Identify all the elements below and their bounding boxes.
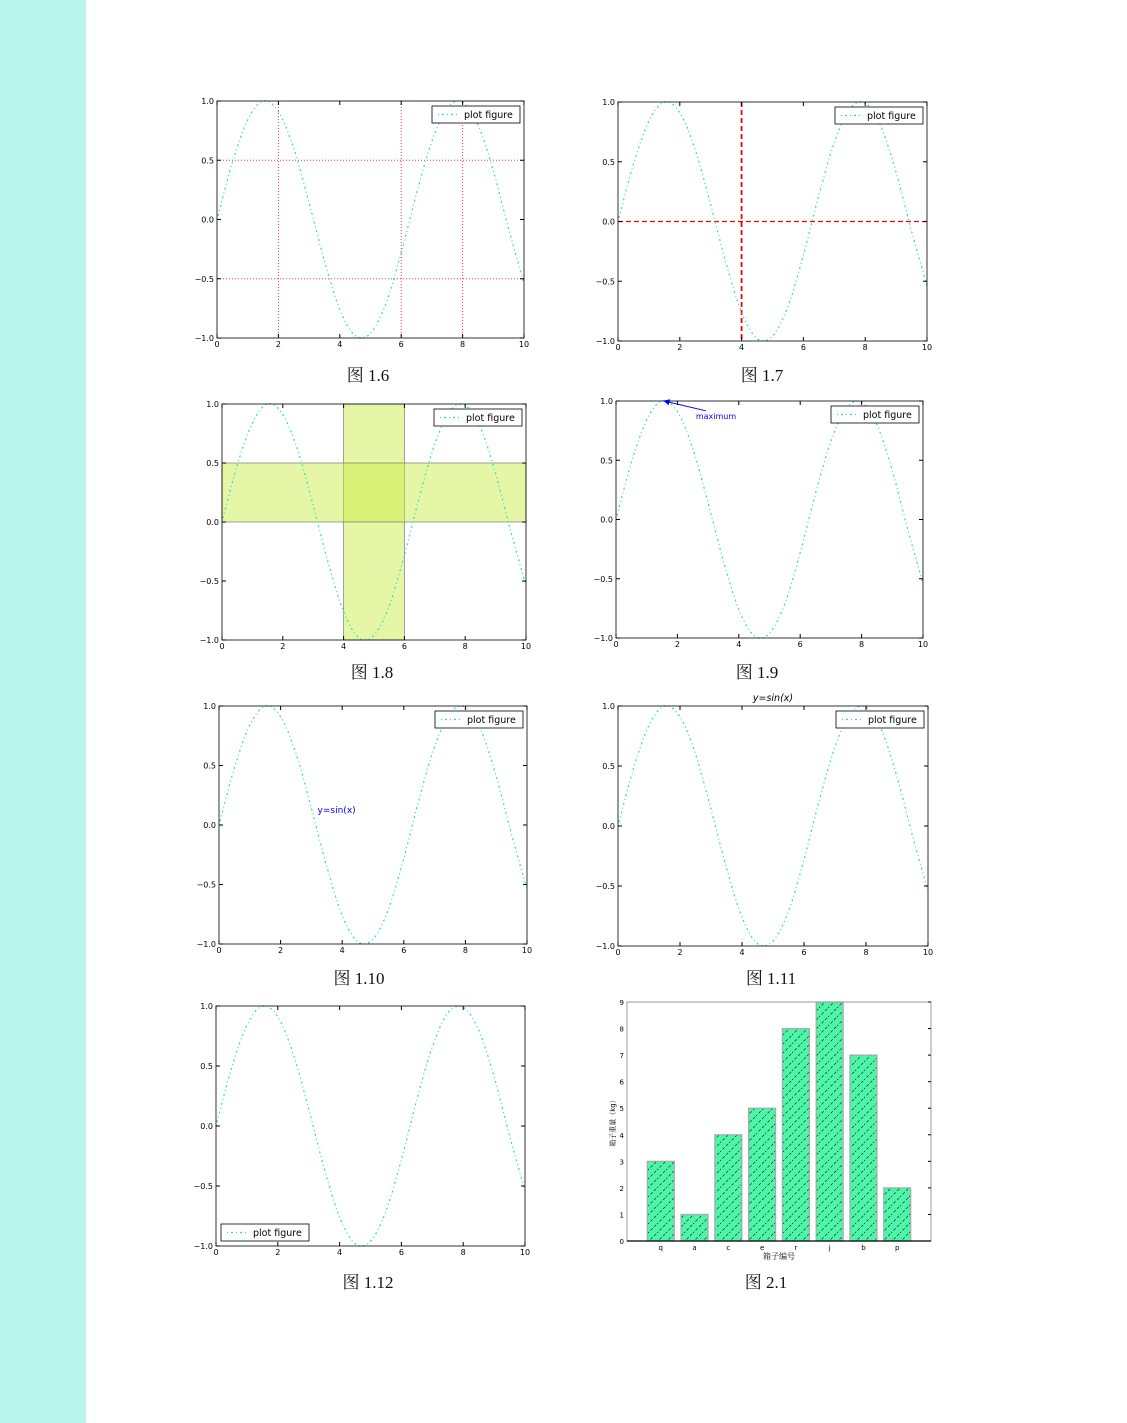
- y-tick-label: 0.5: [602, 157, 615, 167]
- x-tick-label: 6: [401, 642, 407, 651]
- bar-p: [884, 1188, 911, 1241]
- chart-0: [195, 97, 530, 349]
- x-tick-label: 2: [275, 1248, 281, 1257]
- bar-j: [816, 1002, 843, 1241]
- plot-frame: [618, 706, 928, 946]
- sine-series-line: [616, 401, 923, 638]
- x-tick-label: 6: [797, 640, 803, 649]
- sine-series-line: [219, 706, 527, 944]
- y-tick-label: 0.5: [203, 761, 216, 771]
- x-tick-label: b: [861, 1244, 866, 1252]
- legend-label: plot figure: [868, 715, 917, 726]
- y-tick-label: 0.5: [602, 762, 615, 771]
- chart-5: [596, 693, 934, 957]
- legend-label: plot figure: [867, 111, 916, 122]
- x-tick-label: 4: [339, 946, 345, 955]
- x-tick-label: j: [828, 1244, 831, 1252]
- x-tick-label: 10: [520, 642, 532, 651]
- x-tick-label: 6: [401, 946, 407, 955]
- y-tick-label: −0.5: [194, 274, 214, 284]
- x-tick-label: 2: [674, 640, 680, 649]
- y-tick-label: −1.0: [193, 1242, 213, 1251]
- x-tick-label: 2: [677, 948, 683, 957]
- x-tick-label: 4: [736, 640, 742, 649]
- y-tick-label: −1.0: [593, 634, 613, 643]
- legend: [434, 409, 522, 426]
- y-tick-label: 0.0: [200, 1122, 213, 1131]
- plot-frame: [216, 1006, 525, 1246]
- y-tick-label: −1.0: [199, 636, 219, 645]
- plot-frame: [219, 706, 527, 944]
- figure-caption-1-12: 图 1.12: [342, 1273, 394, 1292]
- annotation-text: y=sin(x): [317, 806, 356, 817]
- x-tick-label: 2: [275, 340, 281, 349]
- x-tick-label: 6: [398, 1248, 404, 1257]
- legend-label: plot figure: [466, 413, 515, 424]
- x-axis-label: 箱子编号: [763, 1252, 795, 1261]
- annotation-label: maximum: [695, 411, 737, 421]
- annotation-arrow: [664, 401, 706, 411]
- legend-label: plot figure: [464, 110, 513, 121]
- x-tick-label: 10: [921, 343, 933, 352]
- y-tick-label: 1.0: [206, 400, 219, 409]
- x-tick-label: 0: [213, 1248, 219, 1257]
- sine-series-line: [618, 706, 928, 946]
- x-tick-label: p: [894, 1244, 900, 1252]
- y-tick-label: −1.0: [196, 940, 216, 949]
- x-tick-label: 0: [216, 946, 222, 955]
- y-tick-label: 6: [619, 1078, 624, 1087]
- bar-b: [850, 1055, 877, 1241]
- legend: [221, 1224, 309, 1241]
- y-tick-label: 0.0: [600, 515, 613, 525]
- y-tick-label: −0.5: [193, 1182, 213, 1191]
- chart-4: [197, 702, 533, 955]
- y-tick-label: 9: [619, 999, 624, 1007]
- x-tick-label: 10: [922, 948, 934, 957]
- plot-frame: [616, 401, 923, 638]
- figure-caption-1-7: 图 1.7: [740, 366, 784, 385]
- x-tick-label: 0: [214, 340, 220, 349]
- x-tick-label: 8: [862, 343, 868, 352]
- bar-r: [782, 1029, 809, 1241]
- y-tick-label: −0.5: [595, 882, 615, 891]
- legend: [432, 106, 520, 123]
- y-tick-label: 8: [619, 1025, 624, 1034]
- chart-1: [596, 98, 933, 352]
- legend-label: plot figure: [253, 1228, 302, 1239]
- x-tick-label: 6: [801, 948, 807, 957]
- y-tick-label: 0.5: [200, 1062, 213, 1071]
- x-tick-label: 6: [800, 343, 806, 352]
- x-tick-label: 4: [739, 948, 745, 957]
- legend-label: plot figure: [863, 410, 912, 421]
- legend: [435, 711, 523, 728]
- y-tick-label: 0: [619, 1238, 624, 1246]
- sine-series-line: [216, 1006, 525, 1246]
- x-tick-label: 8: [460, 1248, 466, 1257]
- x-tick-label: e: [759, 1244, 765, 1252]
- x-tick-label: 10: [521, 946, 533, 955]
- x-tick-label: 10: [518, 340, 530, 349]
- y-tick-label: 2: [619, 1184, 624, 1193]
- y-tick-label: −0.5: [196, 880, 216, 890]
- x-tick-label: q: [658, 1244, 664, 1252]
- figure-caption-2-1: 图 2.1: [744, 1273, 788, 1292]
- x-tick-label: a: [692, 1244, 697, 1252]
- y-tick-label: 0.5: [201, 156, 214, 166]
- y-tick-label: 1: [619, 1211, 624, 1220]
- x-tick-label: 0: [219, 642, 225, 651]
- legend: [831, 406, 919, 423]
- chart-2: [200, 400, 532, 651]
- chart-7: [608, 999, 931, 1261]
- x-tick-label: 8: [462, 642, 468, 651]
- bar-a: [681, 1214, 708, 1241]
- figure-caption-1-9: 图 1.9: [735, 663, 779, 682]
- chart-3: [594, 397, 929, 649]
- x-tick-label: 0: [615, 343, 621, 352]
- figure-caption-1-11: 图 1.11: [745, 969, 797, 988]
- x-tick-label: 2: [677, 343, 683, 352]
- y-tick-label: 1.0: [203, 702, 216, 711]
- y-tick-label: 0.0: [201, 215, 214, 225]
- y-tick-label: −1.0: [595, 337, 615, 346]
- x-tick-label: r: [794, 1244, 798, 1252]
- x-tick-label: 10: [917, 640, 929, 649]
- y-tick-label: 4: [619, 1131, 624, 1140]
- x-tick-label: 8: [460, 340, 466, 349]
- y-tick-label: 0.0: [206, 518, 219, 527]
- bar-q: [647, 1161, 674, 1241]
- y-tick-label: 1.0: [600, 397, 613, 406]
- y-tick-label: 1.0: [602, 702, 615, 711]
- legend-label: plot figure: [467, 715, 516, 726]
- bar-e: [749, 1108, 776, 1241]
- y-tick-label: 5: [619, 1105, 624, 1114]
- x-tick-label: 6: [398, 340, 404, 349]
- y-tick-label: −0.5: [199, 577, 219, 586]
- x-tick-label: 0: [615, 948, 621, 957]
- y-tick-label: 0.0: [203, 821, 216, 830]
- x-tick-label: 2: [278, 946, 284, 955]
- horizontal-span: [222, 463, 526, 522]
- legend: [835, 107, 923, 124]
- y-axis-label: 箱子重量（kg）: [609, 1096, 617, 1147]
- x-tick-label: 8: [863, 948, 869, 957]
- x-tick-label: 2: [280, 642, 286, 651]
- plot-frame: [217, 101, 524, 338]
- y-tick-label: 0.0: [602, 217, 615, 227]
- x-tick-label: 0: [613, 640, 619, 649]
- x-tick-label: 10: [519, 1248, 531, 1257]
- y-tick-label: 7: [619, 1052, 624, 1061]
- y-tick-label: −0.5: [595, 277, 615, 287]
- x-tick-label: 4: [337, 1248, 343, 1257]
- x-tick-label: 4: [739, 343, 745, 352]
- chart-title: y=sin(x): [752, 693, 794, 704]
- y-tick-label: −1.0: [595, 942, 615, 951]
- sine-series-line: [217, 101, 524, 338]
- x-tick-label: 8: [859, 640, 865, 649]
- x-tick-label: 4: [341, 642, 347, 651]
- legend: [836, 711, 924, 728]
- chart-6: [194, 1002, 531, 1257]
- y-tick-label: 1.0: [201, 97, 214, 106]
- x-tick-label: 8: [462, 946, 468, 955]
- y-tick-label: 3: [619, 1158, 624, 1167]
- figure-caption-1-8: 图 1.8: [350, 663, 394, 682]
- y-tick-label: 0.5: [206, 459, 219, 468]
- y-tick-label: −0.5: [593, 574, 613, 584]
- bar-c: [715, 1135, 742, 1241]
- figure-caption-1-6: 图 1.6: [346, 366, 390, 385]
- y-tick-label: 1.0: [602, 98, 615, 107]
- figure-caption-1-10: 图 1.10: [333, 969, 385, 988]
- x-tick-label: c: [726, 1244, 731, 1252]
- y-tick-label: 0.5: [600, 456, 613, 466]
- x-tick-label: 4: [337, 340, 343, 349]
- y-tick-label: 0.0: [602, 822, 615, 831]
- y-tick-label: 1.0: [200, 1002, 213, 1011]
- y-tick-label: −1.0: [194, 334, 214, 343]
